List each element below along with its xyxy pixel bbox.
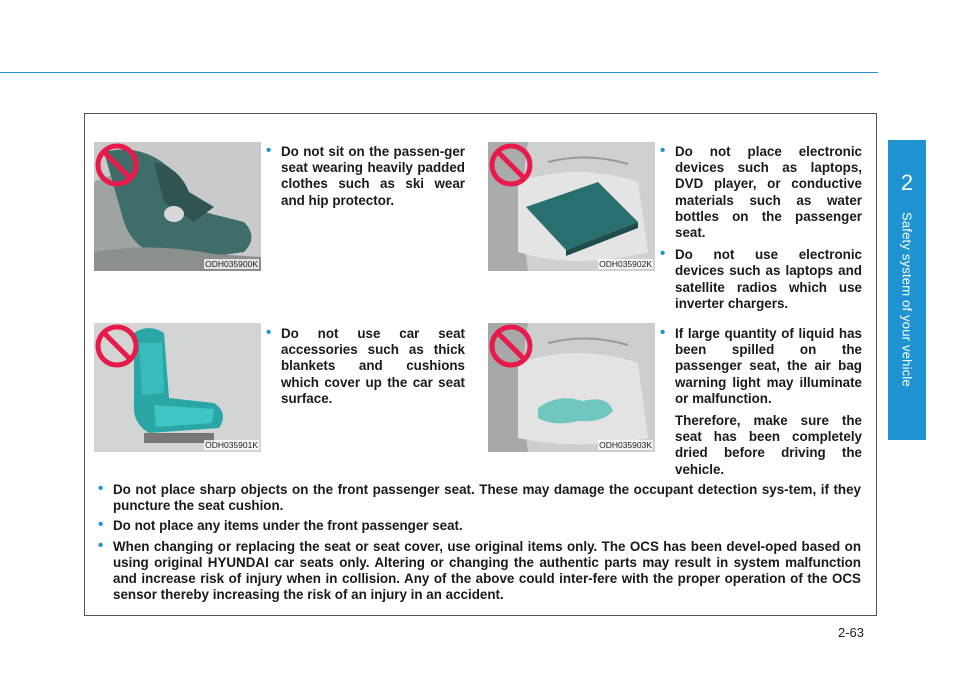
bullet-icon: • <box>660 245 666 263</box>
bullet-icon: • <box>266 324 272 341</box>
figure-code: ODH035900K <box>205 259 258 269</box>
list-item: Do not place sharp objects on the front passenger seat. These may damage the occupant detection sys-tem, if they puncture the seat cushion. <box>113 482 861 514</box>
warning-seat-accessories <box>266 326 465 413</box>
warning-text: Do not sit on the passen-ger seat wearing heavily padded clothes such as ski wear and hip protector. <box>281 144 465 208</box>
prohibition-icon <box>94 323 140 369</box>
page-number: 2-63 <box>838 625 865 640</box>
figure-seat-cover <box>94 323 261 452</box>
warning-liquid <box>660 326 862 478</box>
figure-heavy-clothes <box>94 142 261 271</box>
warning-electronics <box>660 144 862 318</box>
figure-code: ODH035902K <box>599 259 652 269</box>
warning-heavy-clothes <box>266 144 465 215</box>
section-tab[interactable] <box>888 140 926 440</box>
section-number: 2 <box>900 170 914 195</box>
section-title: Safety system of your vehicle <box>899 212 915 387</box>
warning-text: Do not place electronic devices such as laptops, DVD player, or conductive materials such as water bottles on the passenger seat. <box>675 144 862 241</box>
warning-note: Therefore, make sure the seat has been completely dried before driving the vehicle. <box>675 413 862 477</box>
warning-text: Do not use car seat accessories such as thick blankets and cushions which cover up the car seat surface. <box>281 326 465 406</box>
figure-liquid-spill <box>488 323 655 452</box>
bullet-icon: • <box>98 516 104 534</box>
bottom-warning-list <box>98 482 861 607</box>
warning-text: If large quantity of liquid has been spilled on the passenger seat, the air bag warning light may illuminate or malfunction. <box>675 326 862 406</box>
figure-laptop-on-seat <box>488 142 655 271</box>
list-item: When changing or replacing the seat or seat cover, use original items only. The OCS has been devel-oped based on using original HYUNDAI car seats only. Altering or changing the authentic parts may result in system malfunction and increase risk of injury when in collision. Any of the above could inter-fere with the proper operation of the OCS sensor thereby increasing the risk of an injury in an accident. <box>113 538 861 603</box>
bullet-icon: • <box>98 536 104 554</box>
bullet-icon: • <box>660 324 666 341</box>
prohibition-icon <box>488 142 534 188</box>
list-item: Do not place any items under the front passenger seat. <box>113 518 463 534</box>
bullet-icon: • <box>98 480 104 497</box>
figure-code: ODH035901K <box>205 440 258 450</box>
figure-code: ODH035903K <box>599 440 652 450</box>
warning-text: Do not use electronic devices such as laptops and satellite radios which use inverter chargers. <box>675 247 862 311</box>
bullet-icon: • <box>660 142 666 159</box>
bullet-icon: • <box>266 142 272 159</box>
prohibition-icon <box>94 142 140 188</box>
prohibition-icon <box>488 323 534 369</box>
header-rule <box>0 72 878 73</box>
